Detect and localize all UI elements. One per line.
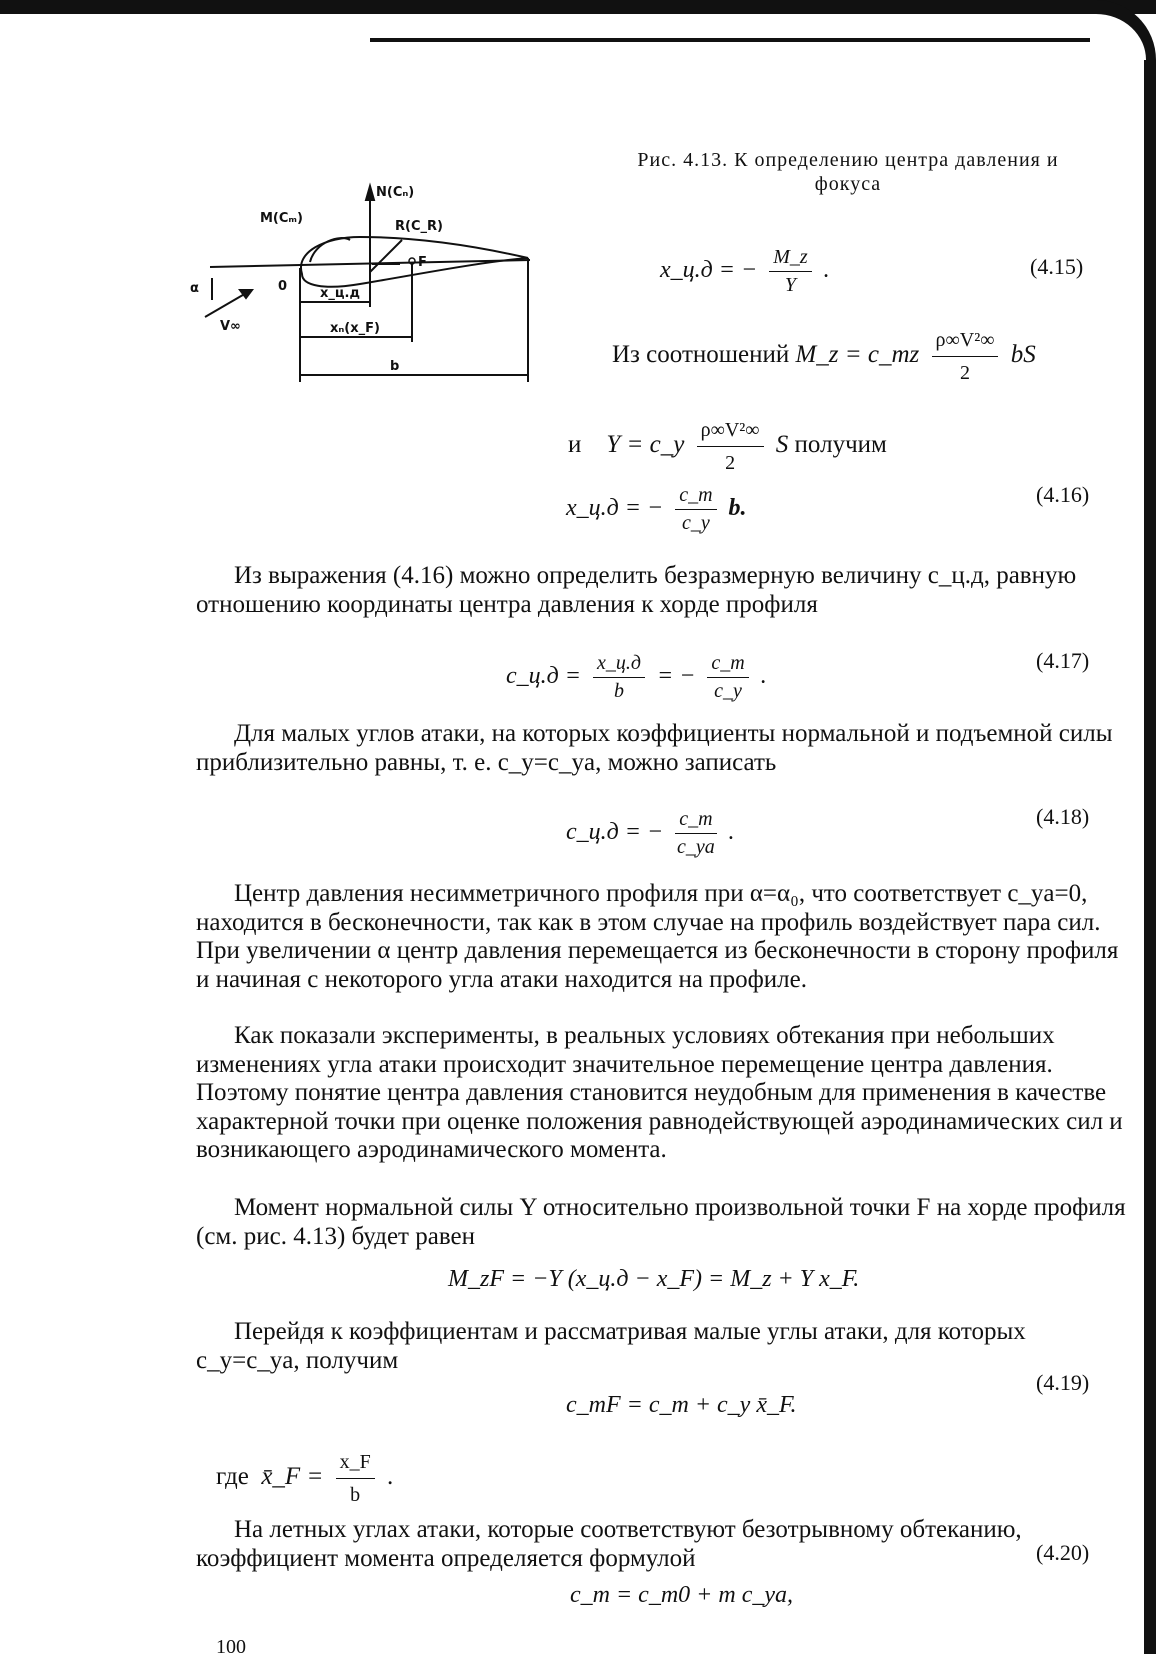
figure-caption-line1: Рис. 4.13. К определению центра давления и [637, 149, 1059, 171]
normal-arrowhead [366, 186, 374, 200]
paragraph-7: На летных углах атаки, которые соответствуют безотрывному обтеканию, коэффициент момента определяется формулой [196, 1516, 1022, 1572]
label-zero: 0 [278, 279, 288, 294]
equation-4-18: c_ц.д = − $\frac{c\_m}{c\_ya}$ . [566, 808, 735, 858]
scan-top-line [370, 38, 1090, 42]
equation-number-4-17: (4.17) [1036, 648, 1090, 673]
paragraph-1: Из выражения (4.16) можно определить безразмерную величину c_ц.д, равную отношению координаты центра давления к хорде профиля [196, 562, 1077, 618]
label-alpha: α [190, 281, 199, 296]
label-M: M(Cₘ) [260, 211, 303, 226]
equation-4-15: x_ц.д = − $\frac{M\_z}{Y}$ . [660, 246, 830, 296]
equation-4-19: c_mF = c_m + c_y x̄_F. [566, 1392, 797, 1418]
figure-caption [568, 148, 1128, 196]
page-number: 100 [216, 1636, 246, 1658]
equation-4-16: x_ц.д = − $\frac{c\_m}{c\_y}$ b. [566, 484, 747, 534]
equation-number-4-19: (4.19) [1036, 1370, 1090, 1395]
label-V: V∞ [220, 319, 241, 334]
equation-number-4-15: (4.15) [1030, 254, 1084, 279]
velocity-arrowhead [240, 290, 252, 298]
airfoil-svg [190, 182, 570, 422]
label-xcd: x_ц.д [320, 286, 360, 301]
equation-mzf: M_zF = −Y (x_ц.д − x_F) = M_z + Y x_F. [448, 1266, 860, 1292]
equation-number-4-16: (4.16) [1036, 482, 1090, 507]
equation-number-4-18: (4.18) [1036, 804, 1090, 829]
figure-caption-line2: фокуса [814, 173, 882, 195]
airfoil-diagram [190, 182, 570, 422]
paragraph-4: Как показали эксперименты, в реальных условиях обтекания при небольших изменениях угла атаки происходит значительное перемещение центра давления. Поэтому понятие центра давления становится неудобным для применения в качестве характерной точки при оценке положения равнодействующей аэродинамических сил и возникающего аэродинамического момента. [196, 1022, 1123, 1163]
where-definition: где x̄_F = $\frac{x\_F}{b}$ . [216, 1448, 393, 1509]
paragraph-6: Перейдя к коэффициентам и рассматривая малые углы атаки, для которых c_y=c_ya, получим [196, 1318, 1026, 1374]
equation-4-17: c_ц.д = $\frac{x\_ц.д}{b}$ = − $\frac{c\_m}{c\_y}$ . [506, 652, 767, 702]
resultant-arrow [370, 240, 402, 272]
label-xn: xₙ(x_F) [330, 321, 380, 336]
label-R: R(C_R) [395, 219, 443, 234]
equation-4-20: c_m = c_m0 + m c_ya, [570, 1582, 793, 1608]
paragraph-5: Момент нормальной силы Y относительно произвольной точки F на хорде профиля (см. рис. 4.13) будет равен [196, 1194, 1126, 1250]
relation-2: и Y = c_y $\frac{\text{ρ∞V²∞}}{2}$ S получим [568, 416, 887, 477]
relation-1: Из соотношений M_z = c_mz $\frac{\text{ρ∞V²∞}}{2}$ bS [612, 326, 1036, 387]
label-N: N(Cₙ) [376, 185, 415, 200]
paragraph-2: Для малых углов атаки, на которых коэффициенты нормальной и подъемной силы приблизительно равны, т. е. c_y=c_ya, можно записать [196, 720, 1113, 776]
paragraph-3: Центр давления несимметричного профиля при α=α₀, что соответствует c_ya=0, находится в бесконечности, так как в этом случае на профиль воздействует пара сил. При увеличении α центр давления перемещается из бесконечности в сторону профиля и начиная с некоторого угла атаки находится на профиле. [196, 880, 1119, 993]
scan-right-edge [1144, 60, 1156, 1654]
label-b: b [390, 359, 400, 374]
scan-top-border [0, 0, 1156, 14]
equation-number-4-20: (4.20) [1036, 1540, 1090, 1565]
label-F: F [418, 255, 427, 270]
